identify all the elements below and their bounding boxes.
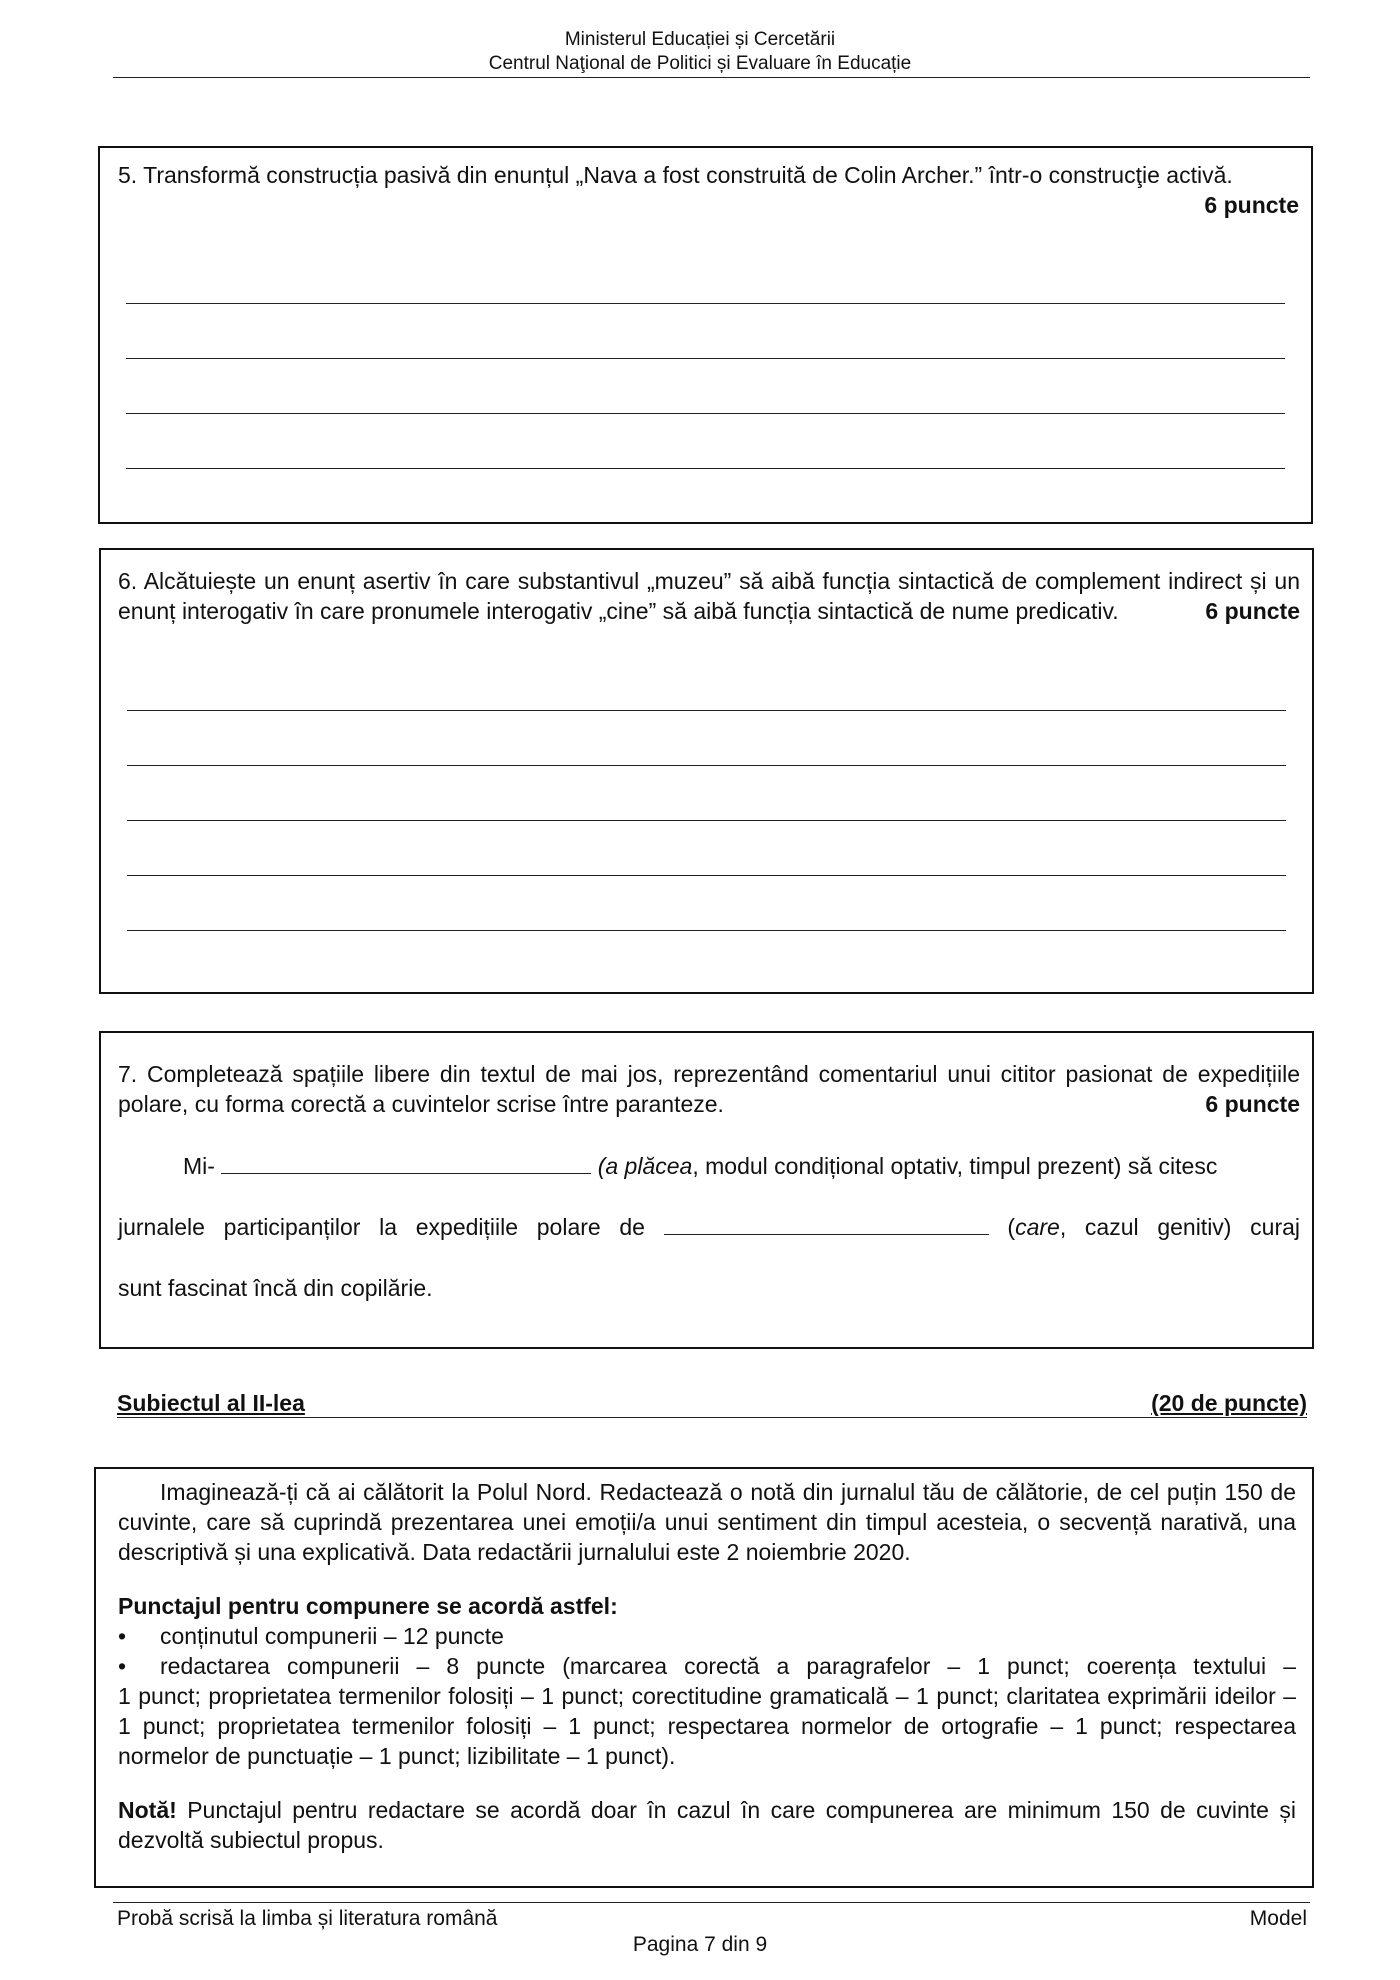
bullet-icon: • xyxy=(118,1653,127,1679)
footer-model: Model xyxy=(1249,1907,1307,1930)
fill-line-1 xyxy=(183,1151,1298,1181)
question-7-points: 6 puncte xyxy=(1205,1091,1300,1117)
fill-hint-text: , modul condițional optativ, timpul prezent) să citesc xyxy=(692,1153,1218,1179)
fill-line-2 xyxy=(118,1212,1300,1242)
fill-blank-2[interactable] xyxy=(664,1214,989,1235)
page-number: Pagina 7 din 9 xyxy=(632,1933,768,1956)
page-header xyxy=(0,28,1400,76)
fill-line-3: sunt fascinat încă din copilărie. xyxy=(118,1275,433,1301)
question-5-text xyxy=(118,160,1299,220)
section-2-underline xyxy=(117,1417,1307,1418)
composition-content xyxy=(118,1477,1296,1855)
fill-blank-1[interactable] xyxy=(221,1153,591,1174)
fill-hint-verb: (a plăcea xyxy=(597,1153,693,1179)
scoring-bullet-2 xyxy=(118,1651,1296,1681)
answer-line[interactable] xyxy=(127,710,1286,711)
fill-hint-pronoun: care xyxy=(1015,1214,1060,1240)
answer-line[interactable] xyxy=(126,303,1285,304)
answer-line[interactable] xyxy=(127,930,1286,931)
header-divider xyxy=(113,77,1310,78)
composition-box xyxy=(94,1467,1314,1888)
fill-hint-paren: ( xyxy=(1007,1214,1016,1240)
answer-line[interactable] xyxy=(126,413,1285,414)
note-text: Punctajul pentru redactare se acordă doar în cazul în care compunerea are minimum 150 de cuvinte și dezvoltă subiectul propus. xyxy=(118,1797,1296,1853)
section-2-heading xyxy=(117,1390,1307,1417)
composition-note xyxy=(118,1795,1296,1855)
question-6-box xyxy=(99,548,1314,994)
answer-line[interactable] xyxy=(126,468,1285,469)
question-6-points: 6 puncte xyxy=(1205,598,1300,624)
section-2-title: Subiectul al II-lea xyxy=(117,1390,305,1416)
fill-hint-text: , cazul genitiv) curaj xyxy=(1059,1214,1301,1240)
page-footer xyxy=(117,1906,1307,1932)
scoring-bullet-1 xyxy=(118,1621,1296,1651)
answer-line[interactable] xyxy=(127,875,1286,876)
answer-line[interactable] xyxy=(127,820,1286,821)
footer-divider xyxy=(113,1902,1310,1903)
bullet-icon: • xyxy=(118,1623,127,1649)
header-center: Centrul Naţional de Politici și Evaluare în Educație xyxy=(488,53,912,74)
question-7-text xyxy=(118,1059,1300,1119)
scoring-bullet-2-cont: 1 punct; proprietatea termenilor folosiți – 1 punct; corectitudine gramaticală – 1 punct; claritatea exprimării ideilor – 1 punct; proprietatea termenilor folosiți – 1 punct; respectarea normelor de ortografie – 1 punct; respectarea normelor de punctuație – 1 punct; lizibilitate – 1 punct). xyxy=(118,1683,1296,1769)
answer-line[interactable] xyxy=(126,358,1285,359)
question-7-box xyxy=(99,1031,1314,1349)
question-6-text xyxy=(118,566,1300,626)
question-6-statement: 6. Alcătuiește un enunț asertiv în care substantivul „muzeu” să aibă funcția sintactică de complement indirect și un enunț interogativ în care pronumele interogativ „cine” să aibă funcția sintactică de nume predicativ. xyxy=(118,568,1300,624)
question-7-statement: 7. Completează spațiile libere din textul de mai jos, reprezentând comentariul unui cititor pasionat de expedițiile polare, cu forma corectă a cuvintelor scrise între paranteze. xyxy=(118,1061,1300,1117)
answer-line[interactable] xyxy=(127,765,1286,766)
scoring-bullet-text: conținutul compunerii – 12 puncte xyxy=(160,1623,504,1649)
question-5-statement: 5. Transformă construcția pasivă din enunțul „Nava a fost construită de Colin Archer.” într-o construcţie activă. xyxy=(118,162,1233,188)
scoring-bullet-text: redactarea compunerii – 8 puncte (marcarea corectă a paragrafelor – 1 punct; coerența textului – xyxy=(160,1653,1296,1679)
note-label: Notă! xyxy=(118,1797,177,1823)
composition-prompt: Imaginează-ți că ai călătorit la Polul Nord. Redactează o notă din jurnalul tău de călătorie, de cel puțin 150 de cuvinte, care să cuprindă prezentarea unei emoții/a unui sentiment din timpul acesteia, o secvență narativă, una descriptivă și una explicativă. Data redactării jurnalului este 2 noiembrie 2020. xyxy=(118,1479,1296,1565)
fill-text: jurnalele participanților la expedițiile polare de xyxy=(118,1214,645,1240)
header-ministry: Ministerul Educației și Cercetării xyxy=(564,29,836,50)
question-5-box xyxy=(98,146,1313,524)
question-5-points: 6 puncte xyxy=(1204,192,1299,218)
scoring-title: Punctajul pentru compunere se acordă astfel: xyxy=(118,1593,618,1619)
footer-exam-name: Probă scrisă la limba și literatura română xyxy=(117,1907,498,1930)
fill-text: Mi- xyxy=(183,1153,215,1179)
section-2-points: (20 de puncte) xyxy=(1151,1390,1307,1416)
